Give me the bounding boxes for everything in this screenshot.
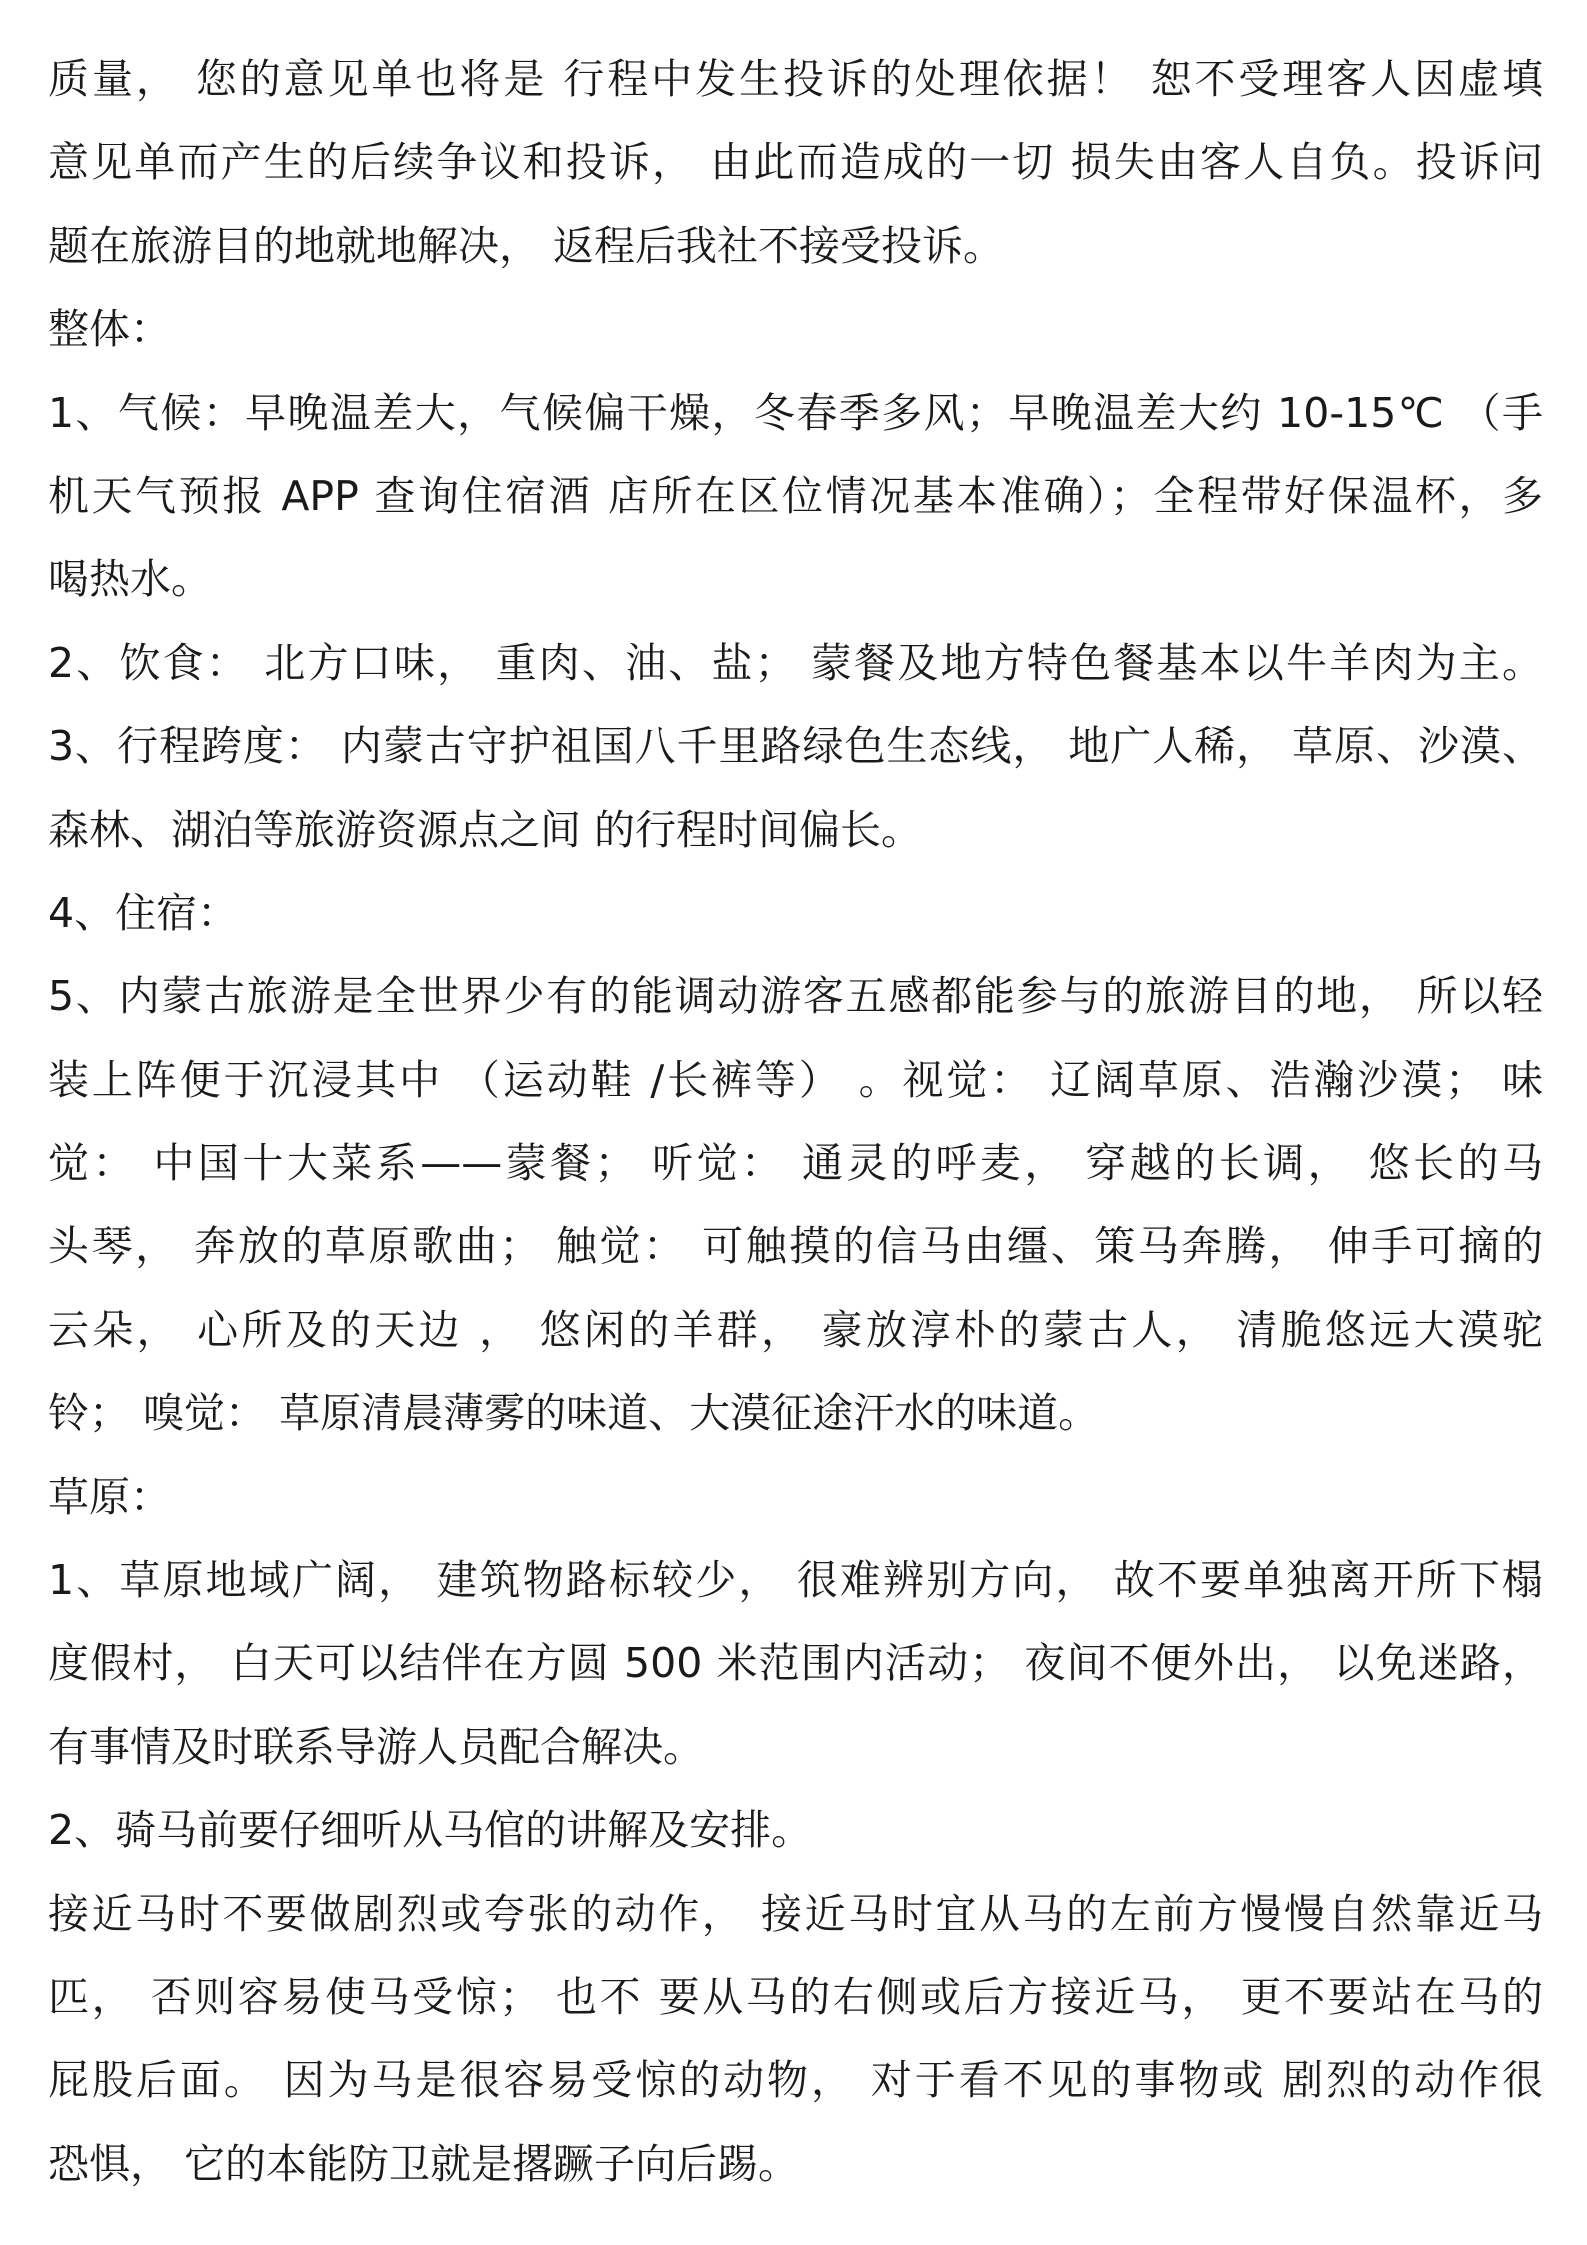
- text-line: 装上阵便于沉浸其中 （运动鞋 /长裤等） 。视觉： 辽阔草原、浩瀚沙漠； 味: [48, 1055, 1543, 1104]
- text-line: 喝热水。: [48, 555, 212, 604]
- text-line: 整体：: [48, 305, 171, 354]
- text-line: 1、气候：早晚温差大，气候偏干燥，冬春季多风；早晚温差大约 10-15℃ （手: [48, 388, 1543, 437]
- text-line: 草原：: [48, 1472, 171, 1521]
- text-line: 铃； 嗅觉： 草原清晨薄雾的味道、大漠征途汗水的味道。: [48, 1389, 1100, 1438]
- text-line: 屁股后面。 因为马是很容易受惊的动物， 对于看不见的事物或 剧烈的动作很: [48, 2056, 1543, 2105]
- text-line: 质量， 您的意见单也将是 行程中发生投诉的处理依据！ 恕不受理客人因虚填: [48, 55, 1543, 103]
- text-line: 恐惧， 它的本能防卫就是撂蹶子向后踢。: [48, 2139, 800, 2188]
- text-line: 度假村， 白天可以结伴在方圆 500 米范围内活动； 夜间不便外出， 以免迷路，: [48, 1639, 1543, 1688]
- text-line: 匹， 否则容易使马受惊； 也不 要从马的右侧或后方接近马， 更不要站在马的: [48, 1972, 1543, 2021]
- text-line: 森林、湖泊等旅游资源点之间 的行程时间偏长。: [48, 805, 923, 854]
- text-line: 1、草原地域广阔， 建筑物路标较少， 很难辨别方向， 故不要单独离开所下榻: [48, 1556, 1543, 1605]
- text-line: 机天气预报 APP 查询住宿酒 店所在区位情况基本准确）；全程带好保温杯，多: [48, 471, 1543, 520]
- text-line: 2、饮食： 北方口味， 重肉、油、盐； 蒙餐及地方特色餐基本以牛羊肉为主。: [48, 638, 1543, 687]
- text-line: 头琴， 奔放的草原歌曲； 触觉： 可触摸的信马由缰、策马奔腾， 伸手可摘的: [48, 1222, 1543, 1271]
- text-line: 有事情及时联系导游人员配合解决。: [48, 1722, 704, 1771]
- text-line: 3、行程跨度： 内蒙古守护祖国八千里路绿色生态线， 地广人稀， 草原、沙漠、: [48, 722, 1543, 771]
- text-line: 觉： 中国十大菜系——蒙餐； 听觉： 通灵的呼麦， 穿越的长调， 悠长的马: [48, 1139, 1543, 1188]
- text-line: 题在旅游目的地就地解决， 返程后我社不接受投诉。: [48, 221, 1005, 270]
- text-line: 5、内蒙古旅游是全世界少有的能调动游客五感都能参与的旅游目的地， 所以轻: [48, 972, 1543, 1021]
- text-line: 2、骑马前要仔细听从马倌的讲解及安排。: [48, 1806, 813, 1855]
- text-line: 意见单而产生的后续争议和投诉， 由此而造成的一切 损失由客人自负。投诉问: [48, 138, 1543, 187]
- text-line: 云朵， 心所及的天边 ， 悠闲的羊群， 豪放淳朴的蒙古人， 清脆悠远大漠驼: [48, 1305, 1543, 1354]
- text-line: 接近马时不要做剧烈或夸张的动作， 接近马时宜从马的左前方慢慢自然靠近马: [48, 1889, 1543, 1938]
- document-body: [48, 38, 1543, 2206]
- text-line: 4、住宿：: [48, 888, 239, 937]
